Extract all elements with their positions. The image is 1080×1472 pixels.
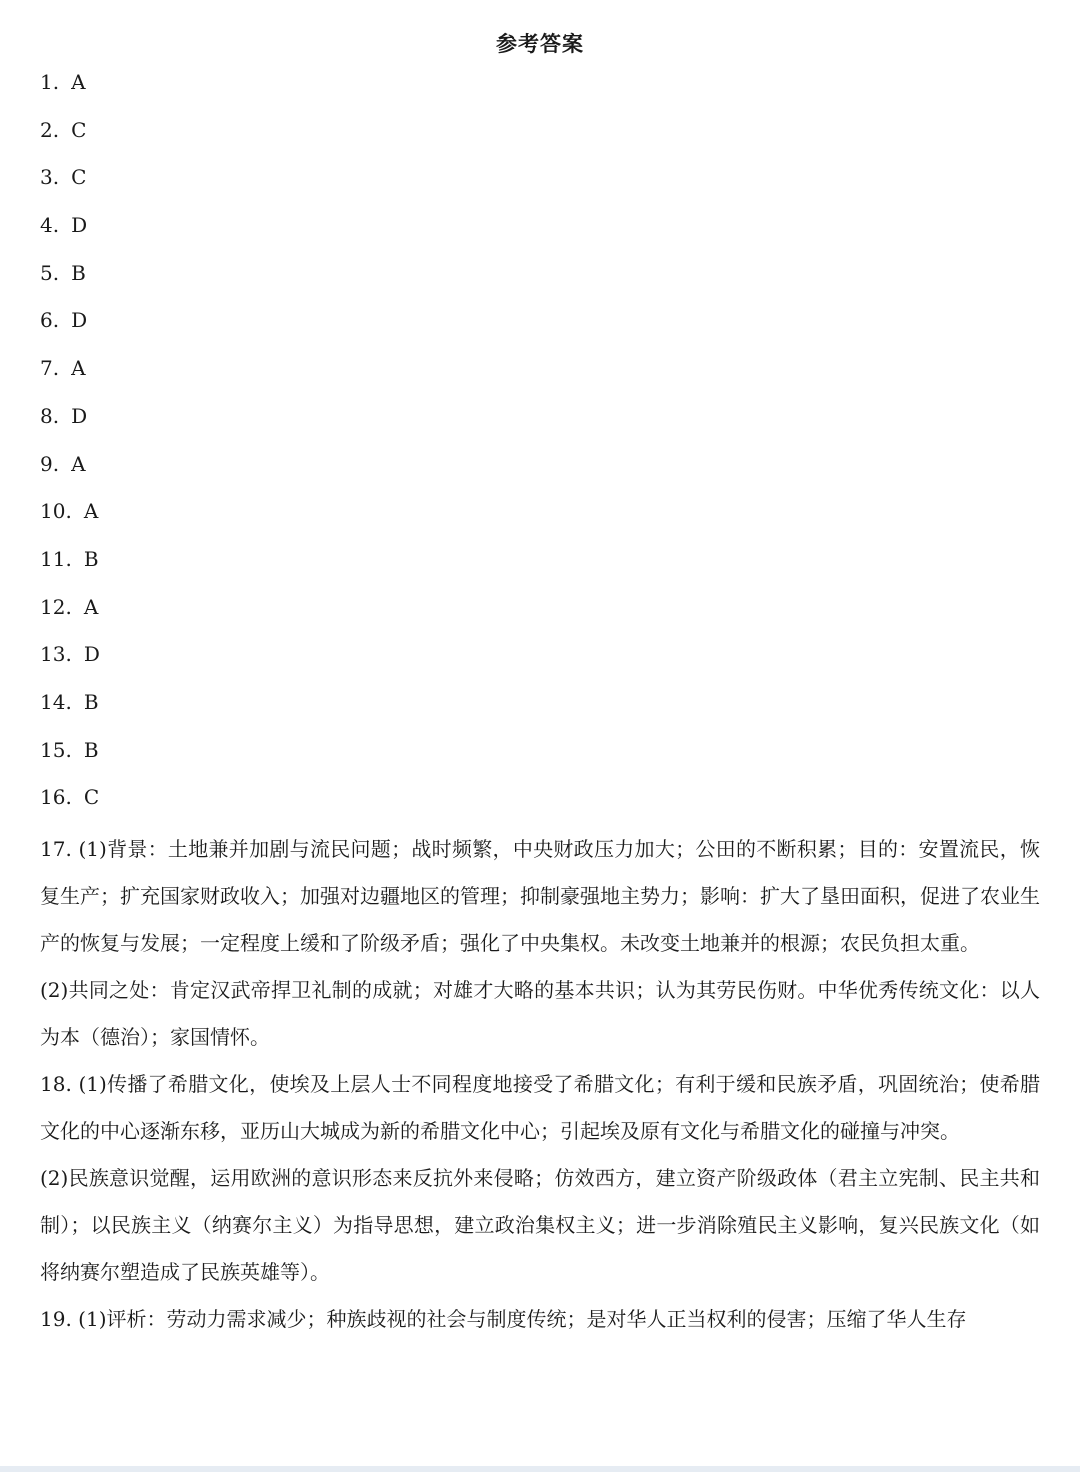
answer-choice: B bbox=[71, 260, 86, 285]
choice-answer-list bbox=[40, 66, 100, 829]
answer-item bbox=[40, 686, 100, 734]
answer-item bbox=[40, 734, 100, 782]
q17-part1: 17. (1)背景：土地兼并加剧与流民问题；战时频繁，中央财政压力加大；公田的不断积累；目的：安置流民，恢复生产；扩充国家财政收入；加强对边疆地区的管理；抑制豪强地主势力；影响：扩大了垦田面积，促进了农业生产的恢复与发展；一定程度上缓和了阶级矛盾；强化了中央集权。未改变土地兼并的根源；农民负担太重。 bbox=[40, 837, 1040, 955]
answer-item bbox=[40, 495, 100, 543]
answer-item bbox=[40, 161, 100, 209]
answer-item bbox=[40, 400, 100, 448]
answer-number: 7. bbox=[40, 356, 60, 381]
answer-number: 10. bbox=[40, 499, 72, 524]
answer-item bbox=[40, 304, 100, 352]
answer-choice: D bbox=[83, 642, 100, 667]
answer-item bbox=[40, 543, 100, 591]
answer-choice: C bbox=[71, 165, 87, 190]
answer-choice: D bbox=[71, 308, 88, 333]
q18-part2: (2)民族意识觉醒，运用欧洲的意识形态来反抗外来侵略；仿效西方，建立资产阶级政体（君主立宪制、民主共和制）；以民族主义（纳赛尔主义）为指导思想，建立政治集权主义；进一步消除殖民主义影响，复兴民族文化（如将纳赛尔塑造成了民族英雄等）。 bbox=[40, 1166, 1040, 1284]
page-title: 参考答案 bbox=[496, 31, 584, 56]
answer-number: 3. bbox=[40, 165, 60, 190]
answer-number: 9. bbox=[40, 451, 60, 476]
answer-number: 15. bbox=[40, 737, 72, 762]
answer-number: 2. bbox=[40, 117, 60, 142]
answer-item bbox=[40, 591, 100, 639]
answer-number: 16. bbox=[40, 785, 72, 810]
answer-choice: D bbox=[71, 403, 88, 428]
answer-number: 1. bbox=[40, 70, 60, 94]
answer-choice: B bbox=[83, 546, 99, 571]
answer-item bbox=[40, 638, 100, 686]
answer-item bbox=[40, 209, 100, 257]
answer-choice: A bbox=[71, 70, 86, 94]
q18-part1: 18. (1)传播了希腊文化，使埃及上层人士不同程度地接受了希腊文化；有利于缓和民族矛盾，巩固统治；使希腊文化的中心逐渐东移，亚历山大城成为新的希腊文化中心；引起埃及原有文化与希腊文化的碰撞与冲突。 bbox=[40, 1072, 1040, 1143]
answer-choice: C bbox=[71, 117, 87, 142]
answer-item bbox=[40, 114, 100, 162]
answer-number: 6. bbox=[40, 308, 60, 333]
answer-number: 14. bbox=[40, 689, 72, 714]
answer-number: 12. bbox=[40, 594, 72, 619]
q19-part1: 19. (1)评析：劳动力需求减少；种族歧视的社会与制度传统；是对华人正当权利的侵害；压缩了华人生存 bbox=[40, 1307, 967, 1331]
answer-choice: A bbox=[83, 594, 99, 619]
answer-number: 11. bbox=[40, 546, 72, 571]
bottom-divider bbox=[0, 1466, 1080, 1472]
answer-number: 5. bbox=[40, 260, 60, 285]
answer-number: 13. bbox=[40, 642, 72, 667]
answer-item bbox=[40, 66, 100, 114]
answer-choice: D bbox=[71, 213, 88, 238]
answer-choice: B bbox=[83, 737, 99, 762]
answer-choice: C bbox=[83, 785, 100, 810]
answer-choice: A bbox=[71, 356, 86, 381]
answer-item bbox=[40, 352, 100, 400]
q17-part2: (2)共同之处：肯定汉武帝捍卫礼制的成就；对雄才大略的基本共识；认为其劳民伤财。中华优秀传统文化：以人为本（德治）；家国情怀。 bbox=[40, 978, 1040, 1049]
answer-item bbox=[40, 448, 100, 496]
answer-item bbox=[40, 781, 100, 829]
essay-answers bbox=[40, 826, 1040, 1343]
answer-choice: A bbox=[83, 499, 99, 524]
answer-choice: B bbox=[83, 689, 99, 714]
answer-number: 4. bbox=[40, 213, 60, 238]
answer-choice: A bbox=[71, 451, 86, 476]
answer-item bbox=[40, 257, 100, 305]
answer-number: 8. bbox=[40, 403, 60, 428]
